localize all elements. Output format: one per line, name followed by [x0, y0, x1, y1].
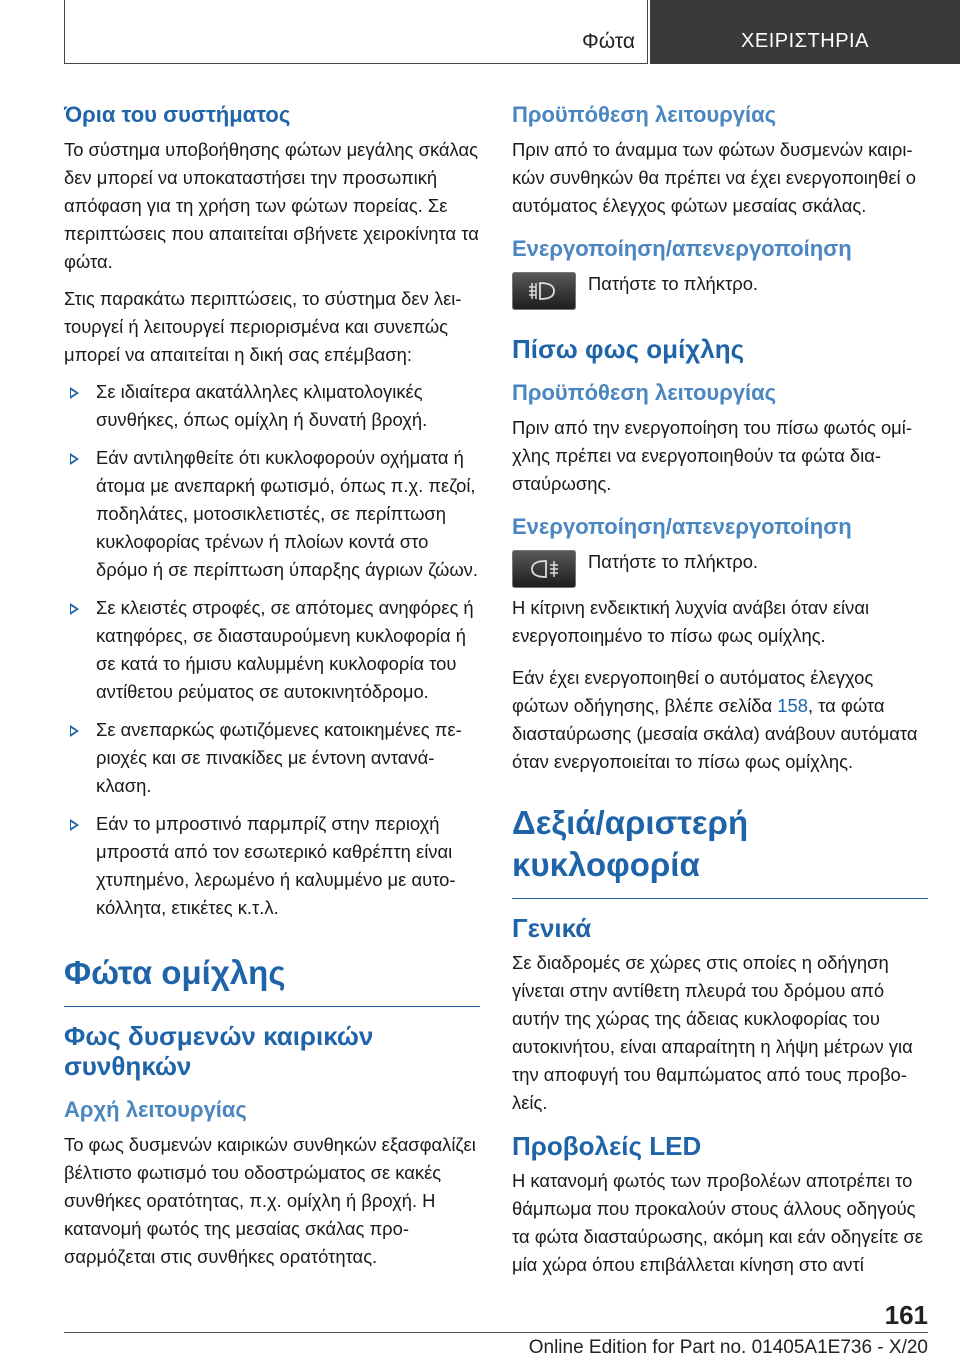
heading-prerequisite: Προϋπόθεση λειτουργίας	[512, 102, 777, 127]
front-fog-button-row	[512, 270, 928, 310]
header-chapter-title: ΧΕΙΡΙΣΤΗΡΙΑ	[741, 30, 869, 52]
heading-prerequisite: Προϋπόθεση λειτουργίας	[512, 380, 777, 405]
press-instruction: Πατήστε το πλήκτρο.	[588, 551, 759, 572]
heading-fog-lights: Φώτα ομίχλης	[64, 952, 480, 1007]
paragraph: Η κίτρινη ενδεικτική λυχνία ανάβει όταν είναι ενεργοποιημένο το πίσω φως ομίχλης.	[512, 597, 870, 646]
bullet-triangle-icon	[70, 387, 79, 399]
paragraph: Εάν έχει ενεργοποιηθεί ο αυτόματος έλεγχος φώτων οδήγησης, βλέπε σελίδα 158, τα φώτα διασταύρωσης (μεσαία σκάλα) ανάβουν αυτόματα όταν ενεργοποιείται το πίσω φως ομίχλης.	[512, 667, 918, 772]
header-chapter-tab	[650, 0, 960, 64]
bullet-list	[64, 378, 480, 922]
heading-traffic-side: Δεξιά/αριστερή κυκλοφορία	[512, 802, 928, 899]
paragraph: Σε διαδρομές σε χώρες στις οποίες η οδήγηση γίνεται στην αντίθετη πλευρά του δρόμου από αυτήν της χώρας της άδειας κυκλοφορίας του αυτοκινήτου, είναι απαραίτητη η λήψη μέτρων για την αποφυγή του θαμπώματος από τους προβολείς.	[512, 952, 913, 1113]
paragraph: Η κατανομή φωτός των προβολέων αποτρέπει το θάμπωμα που προκαλούν στους άλλους οδηγούς τα φώτα διασταύρωσης, ακόμη και εάν οδηγείτε σε μία χώρα όπου επιβάλλεται κίνηση στο αντί	[512, 1170, 923, 1275]
list-item: Εάν το μπροστινό παρμπρίζ στην περιοχή μπροστά από τον εσωτερικό καθρέπτη είναι χτυπημένο, λερωμένο ή καλυμμένο με αυτοκόλλητα, ετικέτες κ.τ.λ.	[64, 810, 480, 922]
list-item: Σε ανεπαρκώς φωτιζόμενες κατοικημένες περιοχές και σε πινακίδες με έντονη αντανάκλαση.	[64, 716, 480, 800]
left-column	[64, 100, 480, 1280]
bullet-triangle-icon	[70, 819, 79, 831]
bullet-triangle-icon	[70, 453, 79, 465]
heading-general: Γενικά	[512, 913, 592, 943]
paragraph: Στις παρακάτω περιπτώσεις, το σύστημα δεν λειτουργεί ή λειτουργεί περιορισμένα και συνεπώς μπορεί να απαιτείται η δική σας επέμβαση:	[64, 288, 462, 365]
heading-rear-fog-light: Πίσω φως ομίχλης	[512, 334, 745, 364]
heading-system-limits: Όρια του συστήματος	[64, 102, 291, 127]
paragraph: Το φως δυσμενών καιρικών συνθηκών εξασφαλίζει βέλτιστο φωτισμό του οδοστρώματος σε κακές συνθήκες ορατότητας, π.χ. ομίχλη ή βροχή. Η κατανομή φωτός της μεσαίας σκάλας προσαρμόζεται στις συνθήκες ορατότητας.	[64, 1134, 476, 1267]
rear-fog-light-button-icon	[512, 550, 576, 588]
footer-edition: Online Edition for Part no. 01405A1E736 - X/20	[528, 1337, 928, 1358]
page-link-158[interactable]: 158	[777, 695, 808, 716]
front-fog-light-button-icon	[512, 272, 576, 310]
paragraph: Πριν από την ενεργοποίηση του πίσω φωτός ομίχλης πρέπει να ενεργοποιηθούν τα φώτα διασταύρωσης.	[512, 417, 912, 494]
heading-principle: Αρχή λειτουργίας	[64, 1097, 247, 1122]
header-section-tab	[64, 0, 648, 64]
list-item: Σε ιδιαίτερα ακατάλληλες κλιματολογικές συνθήκες, όπως ομίχλη ή δυνατή βροχή.	[64, 378, 480, 434]
heading-led-headlights: Προβολείς LED	[512, 1131, 702, 1161]
page-number: 161	[884, 1300, 928, 1330]
bullet-triangle-icon	[70, 603, 79, 615]
footer-divider	[64, 1332, 928, 1333]
list-item: Σε κλειστές στροφές, σε απότομες ανηφόρες ή κατηφόρες, σε διασταυρούμενη κυκλοφορία ή σε κατά το ήμισυ καλυμμένη κυκλοφορία του αντίθετου ρεύματος σε αυτοκινητόδρομο.	[64, 594, 480, 706]
rear-fog-button-row	[512, 548, 928, 588]
heading-front-fog-light: Φως δυσμενών καιρικών συνθηκών	[64, 1021, 374, 1081]
heading-on-off: Ενεργοποίηση/απενεργοποίηση	[512, 236, 852, 261]
heading-on-off: Ενεργοποίηση/απενεργοποίηση	[512, 514, 852, 539]
paragraph: Πριν από το άναμμα των φώτων δυσμενών καιρικών συνθηκών θα πρέπει να έχει ενεργοποιηθεί ο αυτόματος έλεγχος φώτων μεσαίας σκάλας.	[512, 139, 916, 216]
right-column	[512, 100, 928, 1288]
bullet-triangle-icon	[70, 725, 79, 737]
press-instruction: Πατήστε το πλήκτρο.	[588, 273, 759, 294]
list-item: Εάν αντιληφθείτε ότι κυκλοφορούν οχήματα ή άτομα με ανεπαρκή φωτισμό, όπως π.χ. πεζοί, ποδηλάτες, μοτοσικλετιστές, σε περίπτωση κυκλοφορίας τρένων ή πλοίων κοντά στο δρόμο ή σε περίπτωση ύπαρξης άγριων ζώων.	[64, 444, 480, 584]
header-section-title: Φώτα	[582, 30, 635, 53]
paragraph: Το σύστημα υποβοήθησης φώτων μεγάλης σκάλας δεν μπορεί να υποκαταστήσει την προσωπική απόφαση για τη χρήση των φώτων πορείας. Σε περιπτώσεις που απαιτείται σβήνετε χειροκίνητα τα φώτα.	[64, 139, 479, 272]
